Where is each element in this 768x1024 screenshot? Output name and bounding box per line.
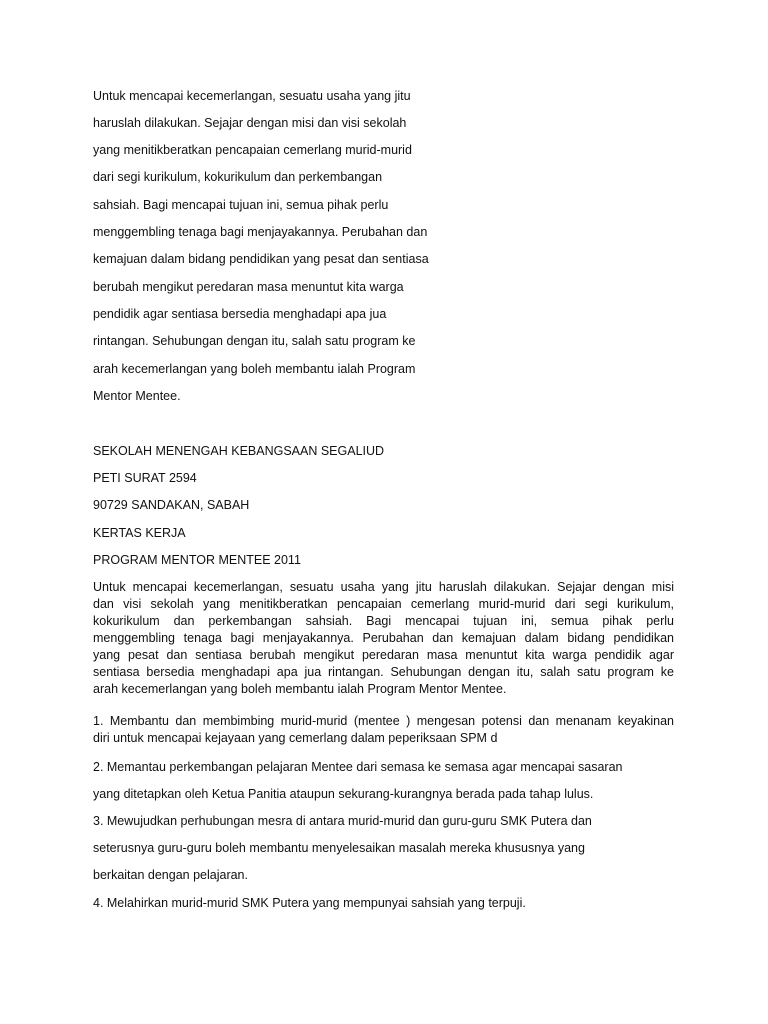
body-line: menggembling tenaga bagi menjayakannya. Perubahan dan kemajuan dalam bidang pendidikan <box>93 631 674 645</box>
body-line: sentiasa bersedia menghadapi apa jua rintangan. Sehubungan dengan itu, salah satu program ke <box>93 665 674 679</box>
intro-line: dari segi kurikulum, kokurikulum dan perkembangan <box>93 170 383 184</box>
document-type: KERTAS KERJA <box>93 526 186 540</box>
intro-line: sahsiah. Bagi mencapai tujuan ini, semua pihak perlu <box>93 198 389 212</box>
objective-3-line: berkaitan dengan pelajaran. <box>93 868 248 882</box>
body-paragraph <box>93 579 674 698</box>
intro-line: haruslah dilakukan. Sejajar dengan misi dan visi sekolah <box>93 116 407 130</box>
body-line: Untuk mencapai kecemerlangan, sesuatu usaha yang jitu haruslah dilakukan. Sejajar dengan misi <box>93 580 674 594</box>
intro-line: rintangan. Sehubungan dengan itu, salah satu program ke <box>93 334 416 348</box>
address: 90729 SANDAKAN, SABAH <box>93 498 250 512</box>
school-name: SEKOLAH MENENGAH KEBANGSAAN SEGALIUD <box>93 444 385 458</box>
po-box: PETI SURAT 2594 <box>93 471 197 485</box>
intro-line: yang menitikberatkan pencapaian cemerlang murid-murid <box>93 143 412 157</box>
objective-4: 4. Melahirkan murid-murid SMK Putera yang mempunyai sahsiah yang terpuji. <box>93 896 526 910</box>
body-line: yang pesat dan sentiasa berubah mengikut peredaran masa menuntut kita warga pendidik agar <box>93 648 674 662</box>
objective-line: 1. Membantu dan membimbing murid-murid (mentee ) mengesan potensi dan menanam keyakinan <box>93 714 674 728</box>
objective-1 <box>93 713 674 747</box>
intro-line: berubah mengikut peredaran masa menuntut kita warga <box>93 280 404 294</box>
objective-3-line: 3. Mewujudkan perhubungan mesra di antara murid-murid dan guru-guru SMK Putera dan <box>93 814 592 828</box>
intro-line: Mentor Mentee. <box>93 389 181 403</box>
intro-line: pendidik agar sentiasa bersedia menghadapi apa jua <box>93 307 387 321</box>
program-title: PROGRAM MENTOR MENTEE 2011 <box>93 553 301 567</box>
body-line: kokurikulum dan perkembangan sahsiah. Bagi mencapai tujuan ini, semua pihak perlu <box>93 614 674 628</box>
body-line: arah kecemerlangan yang boleh membantu ialah Program Mentor Mentee. <box>93 682 507 696</box>
objective-3-line: seterusnya guru-guru boleh membantu menyelesaikan masalah mereka khususnya yang <box>93 841 585 855</box>
intro-line: kemajuan dalam bidang pendidikan yang pesat dan sentiasa <box>93 252 429 266</box>
intro-line: Untuk mencapai kecemerlangan, sesuatu usaha yang jitu <box>93 89 411 103</box>
intro-line: menggembling tenaga bagi menjayakannya. Perubahan dan <box>93 225 428 239</box>
objective-2-line: 2. Memantau perkembangan pelajaran Mentee dari semasa ke semasa agar mencapai sasaran <box>93 760 623 774</box>
objective-line: diri untuk mencapai kejayaan yang cemerlang dalam peperiksaan SPM d <box>93 731 498 745</box>
intro-line: arah kecemerlangan yang boleh membantu ialah Program <box>93 362 416 376</box>
body-line: dan visi sekolah yang menitikberatkan pencapaian cemerlang murid-murid dari segi kurikulum, <box>93 597 674 611</box>
objective-2-line: yang ditetapkan oleh Ketua Panitia ataupun sekurang-kurangnya berada pada tahap lulus. <box>93 787 594 801</box>
